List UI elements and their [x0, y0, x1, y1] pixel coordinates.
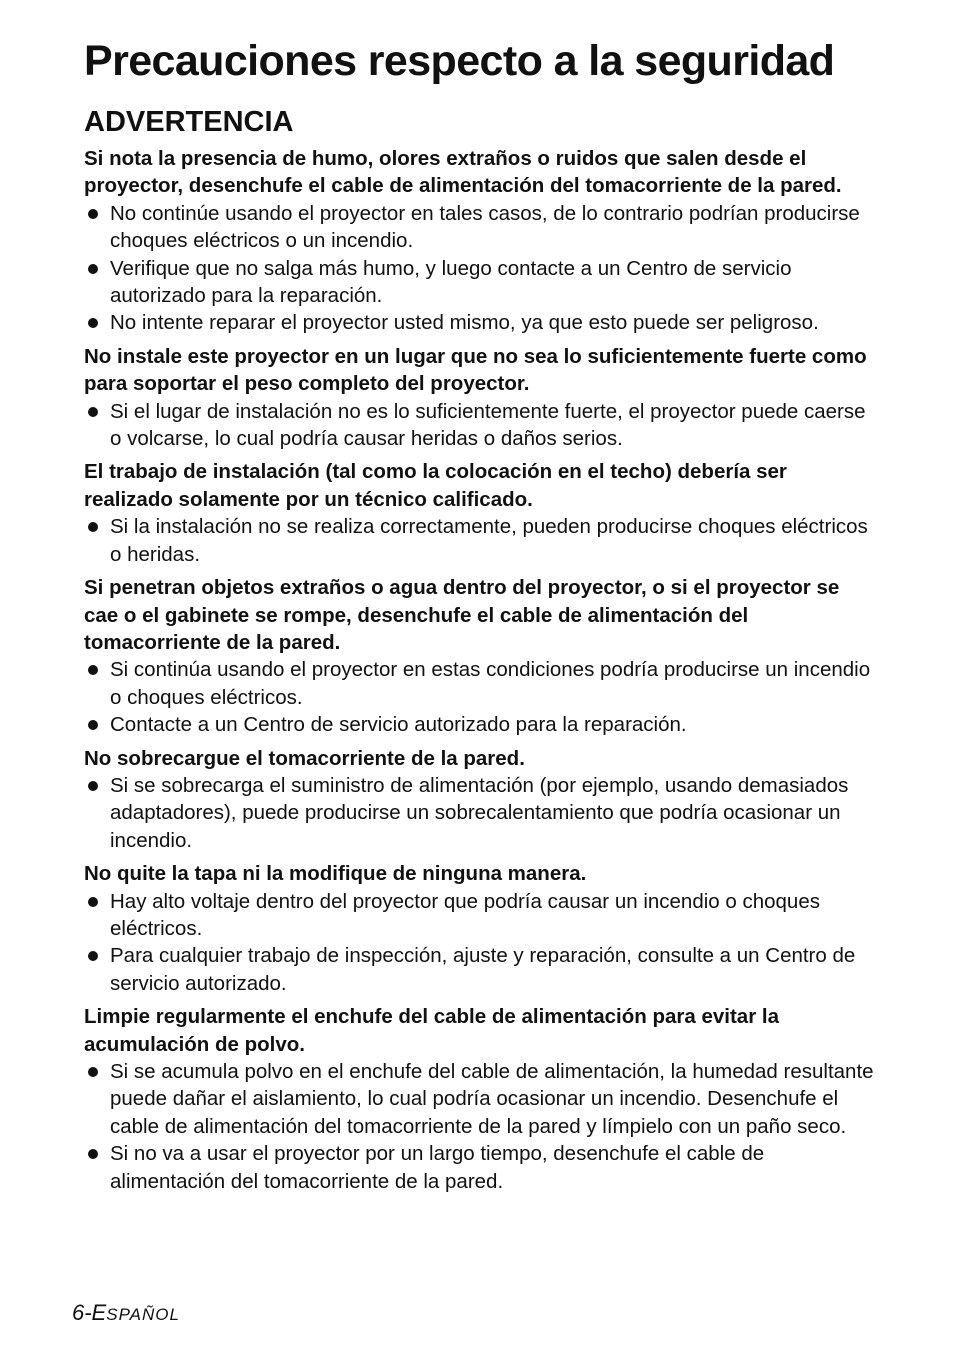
bullet-item	[84, 513, 874, 568]
bullet-item	[84, 398, 874, 453]
bullet-item	[84, 200, 874, 255]
section-heading: No sobrecargue el tomacorriente de la pared.	[84, 746, 525, 770]
bullet-item	[84, 772, 874, 854]
warning-section	[84, 745, 874, 855]
bullet-item	[84, 656, 874, 711]
bullet-list	[84, 1058, 874, 1195]
section-heading: No quite la tapa ni la modifique de ninguna manera.	[84, 862, 587, 886]
bullet-dot-icon	[88, 522, 98, 532]
section-heading: Si penetran objetos extraños o agua dentro del proyector, o si el proyector se cae o el gabinete se rompe, desenchufe el cable de alimentación del tomacorriente de la pared.	[84, 576, 840, 654]
bullet-dot-icon	[88, 209, 98, 219]
bullet-list	[84, 200, 874, 337]
bullet-text: Si se sobrecarga el suministro de alimentación (por ejemplo, usando demasiados adaptadores), puede producirse un sobrecalentamiento que podría ocasionar un incendio.	[110, 773, 849, 852]
bullet-text: Si continúa usando el proyector en estas condiciones podría producirse un incendio o choques eléctricos.	[110, 658, 871, 709]
bullet-item	[84, 255, 874, 310]
bullet-text: No intente reparar el proyector usted mismo, ya que esto puede ser peligroso.	[110, 311, 819, 335]
bullet-dot-icon	[88, 781, 98, 791]
warnings-content	[84, 145, 874, 1201]
bullet-dot-icon	[88, 1067, 98, 1077]
warning-section	[84, 860, 874, 997]
warning-section	[84, 458, 874, 568]
section-heading: Si nota la presencia de humo, olores extraños o ruidos que salen desde el proyector, desenchufe el cable de alimentación del tomacorriente de la pared.	[84, 147, 842, 198]
bullet-item	[84, 942, 874, 997]
bullet-item	[84, 1140, 874, 1195]
footer-language: SPAÑOL	[106, 1305, 180, 1324]
bullet-item	[84, 309, 874, 336]
section-heading: Limpie regularmente el enchufe del cable de alimentación para evitar la acumulación de polvo.	[84, 1005, 779, 1056]
bullet-list	[84, 772, 874, 854]
page-footer	[72, 1300, 180, 1326]
bullet-dot-icon	[88, 1149, 98, 1159]
bullet-text: Verifique que no salga más humo, y luego contacte a un Centro de servicio autorizado para la reparación.	[110, 256, 792, 308]
bullet-dot-icon	[88, 318, 98, 328]
bullet-text: Si no va a usar el proyector por un largo tiempo, desenchufe el cable de alimentación del tomacorriente de la pared.	[110, 1142, 765, 1193]
bullet-list	[84, 888, 874, 998]
bullet-dot-icon	[88, 897, 98, 907]
bullet-item	[84, 1058, 874, 1140]
bullet-text: Para cualquier trabajo de inspección, ajuste y reparación, consulte a un Centro de servicio autorizado.	[110, 944, 856, 995]
bullet-text: Hay alto voltaje dentro del proyector que podría causar un incendio o choques eléctricos.	[110, 889, 820, 940]
section-heading: No instale este proyector en un lugar que no sea lo suficientemente fuerte como para soportar el peso completo del proyector.	[84, 344, 867, 396]
bullet-text: Si se acumula polvo en el enchufe del cable de alimentación, la humedad resultante puede dañar el aislamiento, lo cual podría ocasionar un incendio. Desenchufe el cable de alimentación del tomacorriente de la pared y límpielo con un paño seco.	[110, 1060, 874, 1138]
bullet-text: Si la instalación no se realiza correctamente, pueden producirse choques eléctricos o heridas.	[110, 515, 868, 566]
bullet-dot-icon	[88, 264, 98, 274]
warning-section	[84, 1003, 874, 1195]
warning-subtitle: ADVERTENCIA	[84, 106, 294, 138]
bullet-text: Si el lugar de instalación no es lo suficientemente fuerte, el proyector puede caerse o volcarse, lo cual podría causar heridas o daños serios.	[110, 399, 866, 451]
warning-section	[84, 343, 874, 453]
bullet-dot-icon	[88, 665, 98, 675]
bullet-list	[84, 656, 874, 738]
bullet-item	[84, 888, 874, 943]
bullet-dot-icon	[88, 407, 98, 417]
warning-section	[84, 145, 874, 337]
section-heading: El trabajo de instalación (tal como la colocación en el techo) debería ser realizado solamente por un técnico calificado.	[84, 460, 787, 511]
page-number: 6-E	[72, 1300, 107, 1325]
page-title: Precauciones respecto a la seguridad	[84, 37, 835, 85]
bullet-dot-icon	[88, 720, 98, 730]
bullet-text: Contacte a un Centro de servicio autorizado para la reparación.	[110, 713, 687, 737]
warning-section	[84, 574, 874, 738]
bullet-text: No continúe usando el proyector en tales casos, de lo contrario podrían producirse choques eléctricos o un incendio.	[110, 201, 860, 253]
bullet-list	[84, 513, 874, 568]
bullet-dot-icon	[88, 951, 98, 961]
bullet-item	[84, 711, 874, 738]
bullet-list	[84, 398, 874, 453]
